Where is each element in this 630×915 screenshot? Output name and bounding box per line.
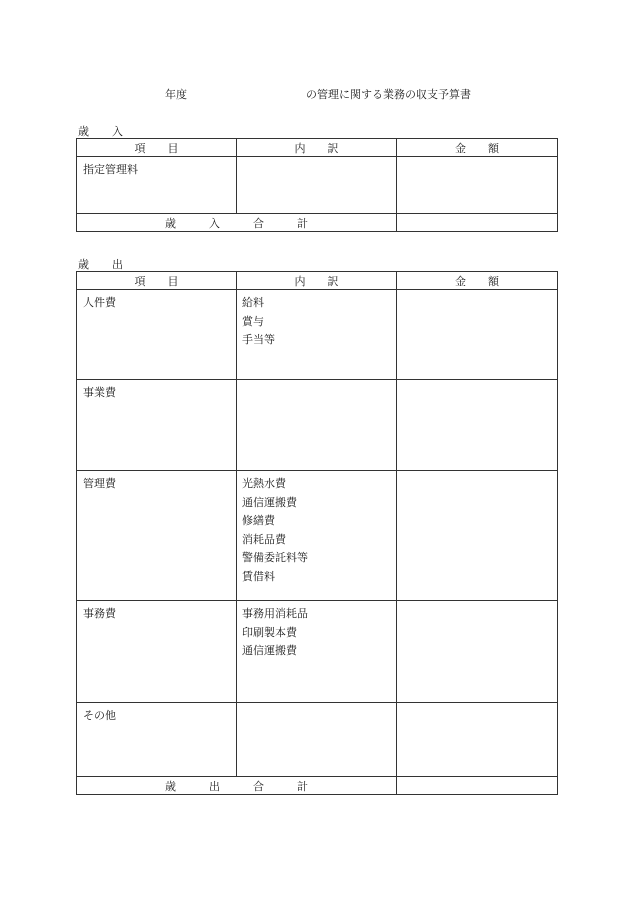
header-amount: 金 額 [397, 139, 558, 157]
row-amount[interactable] [397, 380, 558, 471]
row-item: 事務費 [77, 601, 237, 703]
header-item: 項 目 [77, 272, 237, 290]
row-detail [237, 703, 397, 777]
row-item: 管理費 [77, 471, 237, 601]
expense-total-label: 歳 出 合 計 [77, 777, 397, 795]
table-row [77, 157, 558, 214]
detail-line: 警備委託料等 [242, 551, 308, 565]
header-amount: 金 額 [397, 272, 558, 290]
row-detail [237, 601, 397, 703]
income-total-row [77, 214, 558, 232]
row-detail [237, 471, 397, 601]
expense-total-row [77, 777, 558, 795]
row-detail [237, 380, 397, 471]
income-total-label: 歳 入 合 計 [77, 214, 397, 232]
table-row [77, 601, 558, 703]
title-year: 年度 [165, 88, 187, 101]
row-item: 人件費 [77, 290, 237, 380]
detail-line: 印刷製本費 [242, 625, 297, 639]
table-row [77, 703, 558, 777]
row-item: 事業費 [77, 380, 237, 471]
row-item: その他 [77, 703, 237, 777]
expense-total-amount[interactable] [397, 777, 558, 795]
header-detail: 内 訳 [237, 272, 397, 290]
table-row [77, 380, 558, 471]
row-amount[interactable] [397, 703, 558, 777]
expense-section-label: 歳 出 [78, 258, 129, 271]
row-amount[interactable] [397, 157, 558, 214]
income-table [76, 138, 558, 232]
row-item: 指定管理料 [77, 157, 237, 214]
table-row [77, 471, 558, 601]
detail-line: 通信運搬費 [242, 644, 297, 658]
row-amount[interactable] [397, 471, 558, 601]
header-item: 項 目 [77, 139, 237, 157]
detail-line: 賞与 [242, 314, 264, 328]
header-detail: 内 訳 [237, 139, 397, 157]
row-amount[interactable] [397, 290, 558, 380]
detail-line: 通信運搬費 [242, 495, 297, 509]
detail-line: 事務用消耗品 [242, 607, 308, 620]
row-detail [237, 290, 397, 380]
detail-line: 消耗品費 [242, 532, 286, 546]
detail-line: 光熱水費 [242, 477, 286, 490]
row-amount[interactable] [397, 601, 558, 703]
income-total-amount[interactable] [397, 214, 558, 232]
row-detail [237, 157, 397, 214]
title-main: の管理に関する業務の収支予算書 [306, 88, 471, 101]
detail-line: 手当等 [242, 333, 275, 347]
detail-line: 修繕費 [242, 514, 275, 528]
detail-line: 給料 [242, 296, 264, 309]
table-row [77, 290, 558, 380]
income-section-label: 歳 入 [78, 125, 129, 138]
document-title [0, 86, 630, 102]
income-header-row [77, 139, 558, 157]
expense-header-row [77, 272, 558, 290]
expense-table [76, 271, 558, 795]
detail-line: 賃借料 [242, 569, 275, 583]
